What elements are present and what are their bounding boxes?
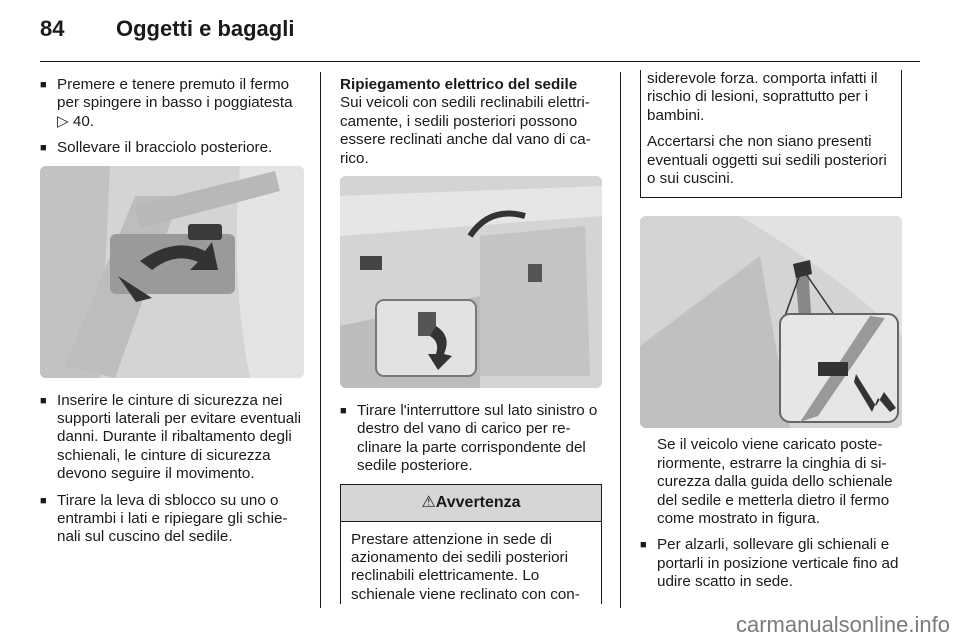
page-number: 84 (40, 16, 65, 41)
page-ref-icon: ▷ (57, 112, 73, 130)
section-intro: Sui veicoli con sedili reclinabili elettricamente, i sedili posteriori possono essere reclinati anche dal vano di carico. (340, 94, 591, 167)
list-item: ■ Per alzarli, sollevare gli schienali e portarli in posizione verticale fino ad udire scatto in sede. (640, 536, 902, 591)
list-item: ■ Tirare la leva di sblocco su uno o entrambi i lati e ripiegare gli schienali sul cuscino del sedile. (40, 492, 304, 547)
list-item: ■ Tirare l'interruttore sul lato sinistro o destro del vano di carico per reclinare la parte corrispondente del sedile posteriore. (340, 402, 602, 476)
warning-title: Avvertenza (435, 493, 521, 511)
page-title: Oggetti e bagagli (116, 16, 295, 41)
list-item: ■ Sollevare il bracciolo posteriore. (40, 139, 304, 157)
warning-text: Accertarsi che non siano presenti eventuali oggetti sui sedili posteriori o sui cuscini. (647, 133, 887, 188)
column-3 (640, 70, 902, 600)
column-2 (340, 76, 602, 604)
warning-box-continued (640, 70, 902, 198)
watermark: carmanualsonline.info (735, 612, 950, 637)
cargo-area-illustration (340, 176, 602, 388)
warning-box (340, 484, 602, 605)
warning-text: siderevole forza. comporta infatti il rischio di lesioni, soprattutto per i bambini. (647, 70, 878, 124)
column-1 (40, 76, 304, 555)
column-divider (320, 72, 321, 608)
column-divider (620, 72, 621, 608)
warning-header (341, 485, 601, 522)
list-item: ■ Inserire le cinture di sicurezza nei supporti laterali per evitare eventuali danni. Durante il ribaltamento degli schienali, le cinture di sicurezza devono seguire il movimento. (40, 392, 304, 484)
section-heading: Ripiegamento elettrico del sedile (340, 76, 578, 93)
armrest-illustration (40, 166, 304, 378)
warning-text: Prestare attenzione in sede di azionamento dei sedili posteriori reclinabili elettricamente. Lo schienale viene reclinato con con- (351, 530, 580, 603)
body-paragraph: Se il veicolo viene caricato posteriormente, estrarre la cinghia di sicurezza dalla guida dello schienale del sedile e metterla dietro il fermo come mostrato in figura. (657, 436, 893, 528)
page-ref[interactable]: 40. (72, 112, 95, 130)
list-item: ■ Premere e tenere premuto il fermo per spingere in basso i poggiatesta ▷ 40. (40, 76, 304, 131)
page-header (40, 16, 920, 56)
header-rule (40, 61, 920, 62)
seatbelt-guide-illustration (640, 216, 902, 428)
warning-triangle-icon: ⚠ (421, 493, 436, 511)
